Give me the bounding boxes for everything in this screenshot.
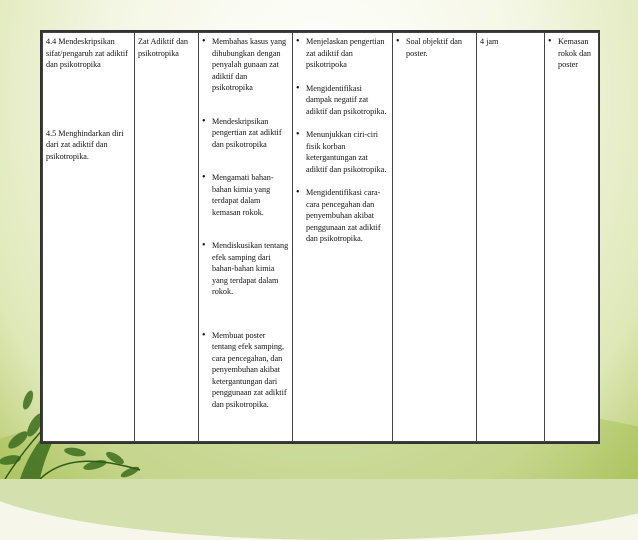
resource-item: • Kemasan rokok dan poster <box>548 36 595 71</box>
syllabus-table <box>42 32 599 442</box>
activity-item: • Membahas kasus yang dihubungkan dengan penyalah gunaan zat adiktif dan psikotropika <box>202 36 289 94</box>
resources-cell <box>545 33 599 442</box>
indicator-item: • Menunjukkan ciri-ciri fisik korban ketergantungan zat adiktif dan psikotropika. <box>296 129 389 175</box>
assessment-item: • Soal objektif dan poster. <box>396 36 473 59</box>
activities-cell <box>199 33 293 442</box>
activity-item: • Membuat poster tentang efek samping, cara pencegahan, dan penyembuhan akibat ketergantungan dari penggunaan zat adiktif dan psikotropika. <box>202 330 289 411</box>
activity-item: • Mendiskusikan tentang efek samping dari bahan-bahan kimia yang terdapat dalam rokok. <box>202 240 289 298</box>
indicator-item: • Mengidentifikasi dampak negatif zat adiktif dan psikotropika. <box>296 83 389 118</box>
topic-cell <box>135 33 199 442</box>
competency-cell <box>43 33 135 442</box>
topic-text: Zat Adiktif dan psikotropika <box>138 37 189 58</box>
table-frame <box>40 30 600 444</box>
time-cell <box>477 33 545 442</box>
time-text: 4 jam <box>480 37 499 46</box>
indicator-item: • Menjelaskan pengertian zat adiktif dan psikotripoka <box>296 36 389 71</box>
indicators-cell <box>293 33 393 442</box>
competency-4-4: 4.4 Mendeskripsikan sifat/pengaruh zat adiktif dan psikotropika <box>46 37 128 69</box>
activity-item: • Mendeskripsikan pengertian zat adiktif dan psikotropika <box>202 116 289 151</box>
table-row <box>43 33 599 442</box>
assessment-cell <box>393 33 477 442</box>
competency-4-5: 4.5 Menghindarkan diri dari zat adiktif dan psikotropika. <box>46 128 124 161</box>
indicator-item: • Mengidentifikasi cara-cara pencegahan dan penyembuhan akibat penggunaan zat adiktif dan psikotropika. <box>296 187 389 245</box>
activity-item: • Mengamati bahan-bahan kimia yang terdapat dalam kemasan rokok. <box>202 172 289 218</box>
